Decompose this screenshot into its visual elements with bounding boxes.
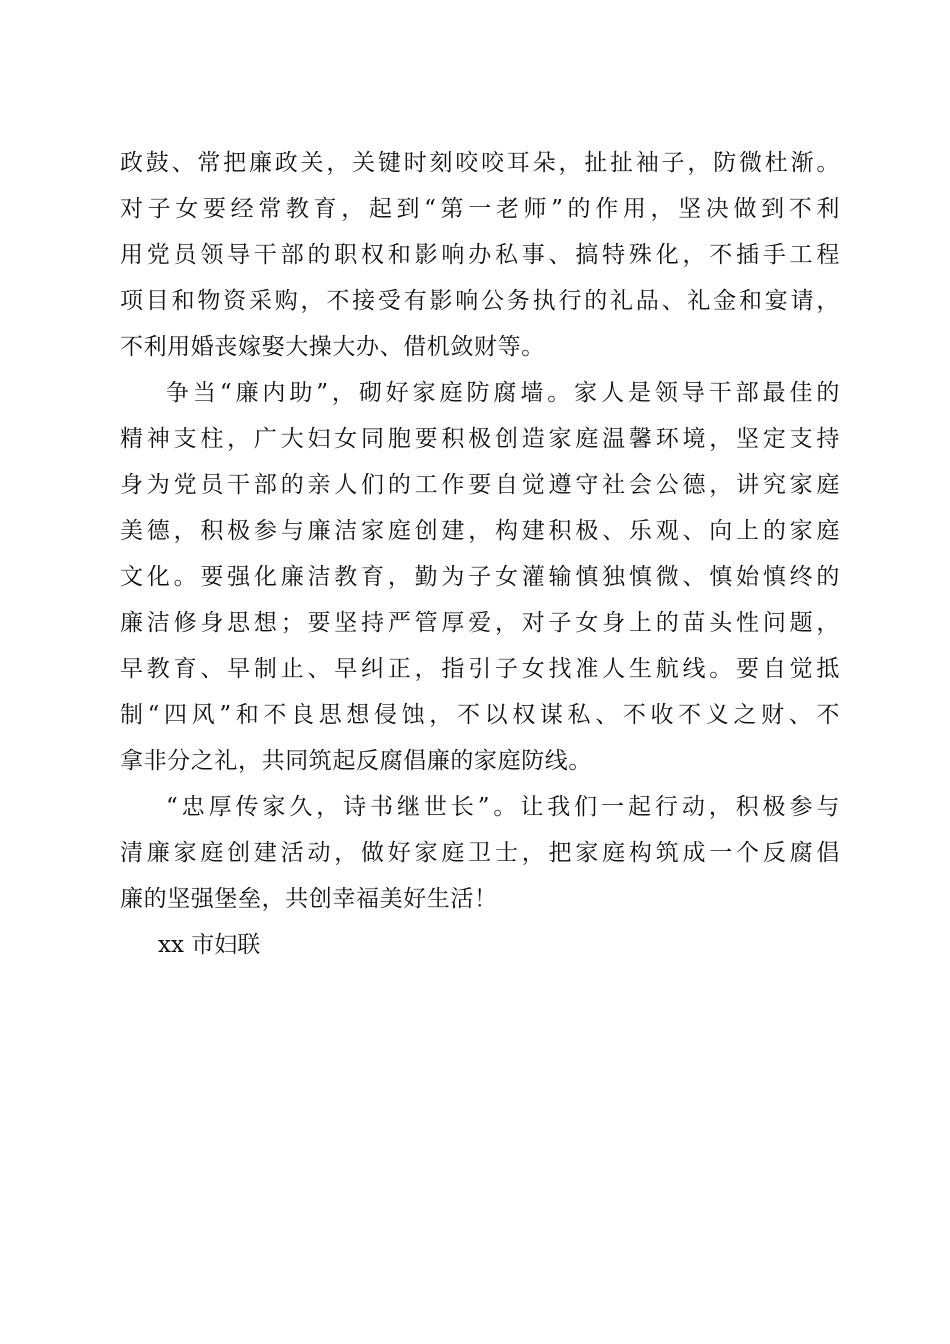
paragraph-2-line-7: 早教育、早制止、早纠正，指引子女找准人生航线。要自觉抵 (120, 656, 840, 682)
paragraph-3-line-1: “忠厚传家久，诗书继世长”。让我们一起行动，积极参与 (166, 794, 840, 820)
paragraph-1-line-1: 政鼓、常把廉政关，关键时刻咬咬耳朵，扯扯袖子，防微杜渐。 (120, 150, 840, 176)
paragraph-1-line-3: 用党员领导干部的职权和影响办私事、搞特殊化，不插手工程 (120, 242, 840, 268)
paragraph-2-line-3: 身为党员干部的亲人们的工作要自觉遵守社会公德，讲究家庭 (120, 472, 840, 498)
paragraph-2-line-5: 文化。要强化廉洁教育，勤为子女灌输慎独慎微、慎始慎终的 (120, 564, 840, 590)
paragraph-2-line-4: 美德，积极参与廉洁家庭创建，构建积极、乐观、向上的家庭 (120, 518, 840, 544)
paragraph-2-line-2: 精神支柱，广大妇女同胞要积极创造家庭温馨环境，坚定支持 (120, 426, 840, 452)
paragraph-1-line-2: 对子女要经常教育，起到“第一老师”的作用，坚决做到不利 (120, 196, 840, 222)
document-body (120, 140, 840, 968)
paragraph-2-line-1: 争当“廉内助”，砌好家庭防腐墙。家人是领导干部最佳的 (166, 380, 840, 406)
paragraph-2-line-6: 廉洁修身思想；要坚持严管厚爱，对子女身上的苗头性问题， (120, 610, 840, 636)
signature: xx 市妇联 (158, 932, 261, 958)
paragraph-1-line-4: 项目和物资采购，不接受有影响公务执行的礼品、礼金和宴请， (120, 288, 840, 314)
paragraph-1-line-5: 不利用婚丧嫁娶大操大办、借机敛财等。 (120, 334, 545, 360)
paragraph-2-line-9: 拿非分之礼，共同筑起反腐倡廉的家庭防线。 (120, 748, 592, 774)
paragraph-3-line-3: 廉的坚强堡垒，共创幸福美好生活！ (120, 886, 498, 912)
paragraph-2-line-8: 制“四风”和不良思想侵蚀，不以权谋私、不收不义之财、不 (120, 702, 840, 728)
paragraph-3-line-2: 清廉家庭创建活动，做好家庭卫士，把家庭构筑成一个反腐倡 (120, 840, 840, 866)
